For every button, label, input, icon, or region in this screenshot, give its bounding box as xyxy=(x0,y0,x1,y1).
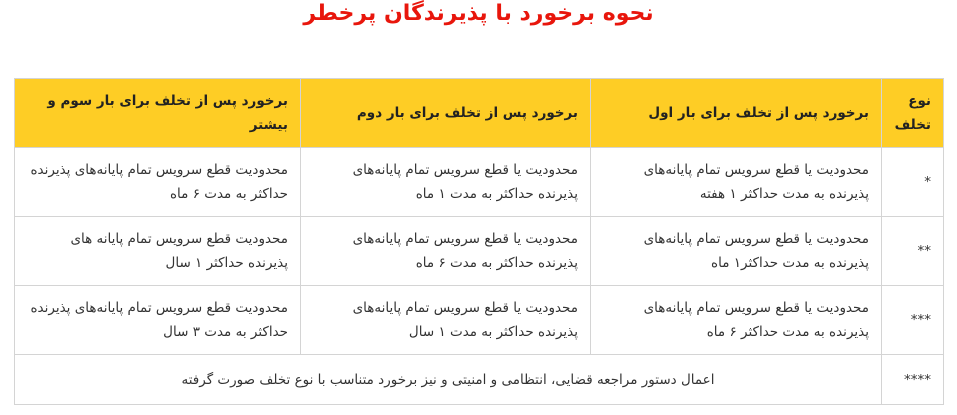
third-time-cell: محدودیت قطع سرویس تمام پایانه های پذیرنده حداکثر ۱ سال xyxy=(15,217,301,286)
header-third-time: برخورد پس از تخلف برای بار سوم و بیشتر xyxy=(15,79,301,148)
header-first-time: برخورد پس از تخلف برای بار اول xyxy=(591,79,882,148)
violation-type-cell: **** xyxy=(882,355,944,405)
first-time-cell: محدودیت یا قطع سرویس تمام پایانه‌های پذیرنده به مدت حداکثر۱ ماه xyxy=(591,217,882,286)
first-time-cell: محدودیت یا قطع سرویس تمام پایانه‌های پذیرنده به مدت حداکثر ۱ هفته xyxy=(591,148,882,217)
violation-type-cell: ** xyxy=(882,217,944,286)
first-time-cell: محدودیت یا قطع سرویس تمام پایانه‌های پذیرنده به مدت حداکثر ۶ ماه xyxy=(591,286,882,355)
violation-type-cell: *** xyxy=(882,286,944,355)
page-title: نحوه برخورد با پذیرندگان پرخطر xyxy=(303,1,654,26)
third-time-cell: محدودیت قطع سرویس تمام پایانه‌های پذیرنده حداکثر به مدت ۶ ماه xyxy=(15,148,301,217)
second-time-cell: محدودیت یا قطع سرویس تمام پایانه‌های پذیرنده حداکثر به مدت ۶ ماه xyxy=(301,217,591,286)
table-row xyxy=(15,355,944,405)
table-row xyxy=(15,148,944,217)
table-row xyxy=(15,286,944,355)
header-violation-type: نوع تخلف xyxy=(882,79,944,148)
merged-action-cell: اعمال دستور مراجعه قضایی، انتظامی و امنیتی و نیز برخورد متناسب با نوع تخلف صورت گرفته xyxy=(15,355,882,405)
violations-table xyxy=(14,78,944,405)
third-time-cell: محدودیت قطع سرویس تمام پایانه‌های پذیرنده حداکثر به مدت ۳ سال xyxy=(15,286,301,355)
second-time-cell: محدودیت یا قطع سرویس تمام پایانه‌های پذیرنده حداکثر به مدت ۱ ماه xyxy=(301,148,591,217)
header-second-time: برخورد پس از تخلف برای بار دوم xyxy=(301,79,591,148)
second-time-cell: محدودیت یا قطع سرویس تمام پایانه‌های پذیرنده حداکثر به مدت ۱ سال xyxy=(301,286,591,355)
table-header-row xyxy=(15,79,944,148)
violation-type-cell: * xyxy=(882,148,944,217)
table-row xyxy=(15,217,944,286)
